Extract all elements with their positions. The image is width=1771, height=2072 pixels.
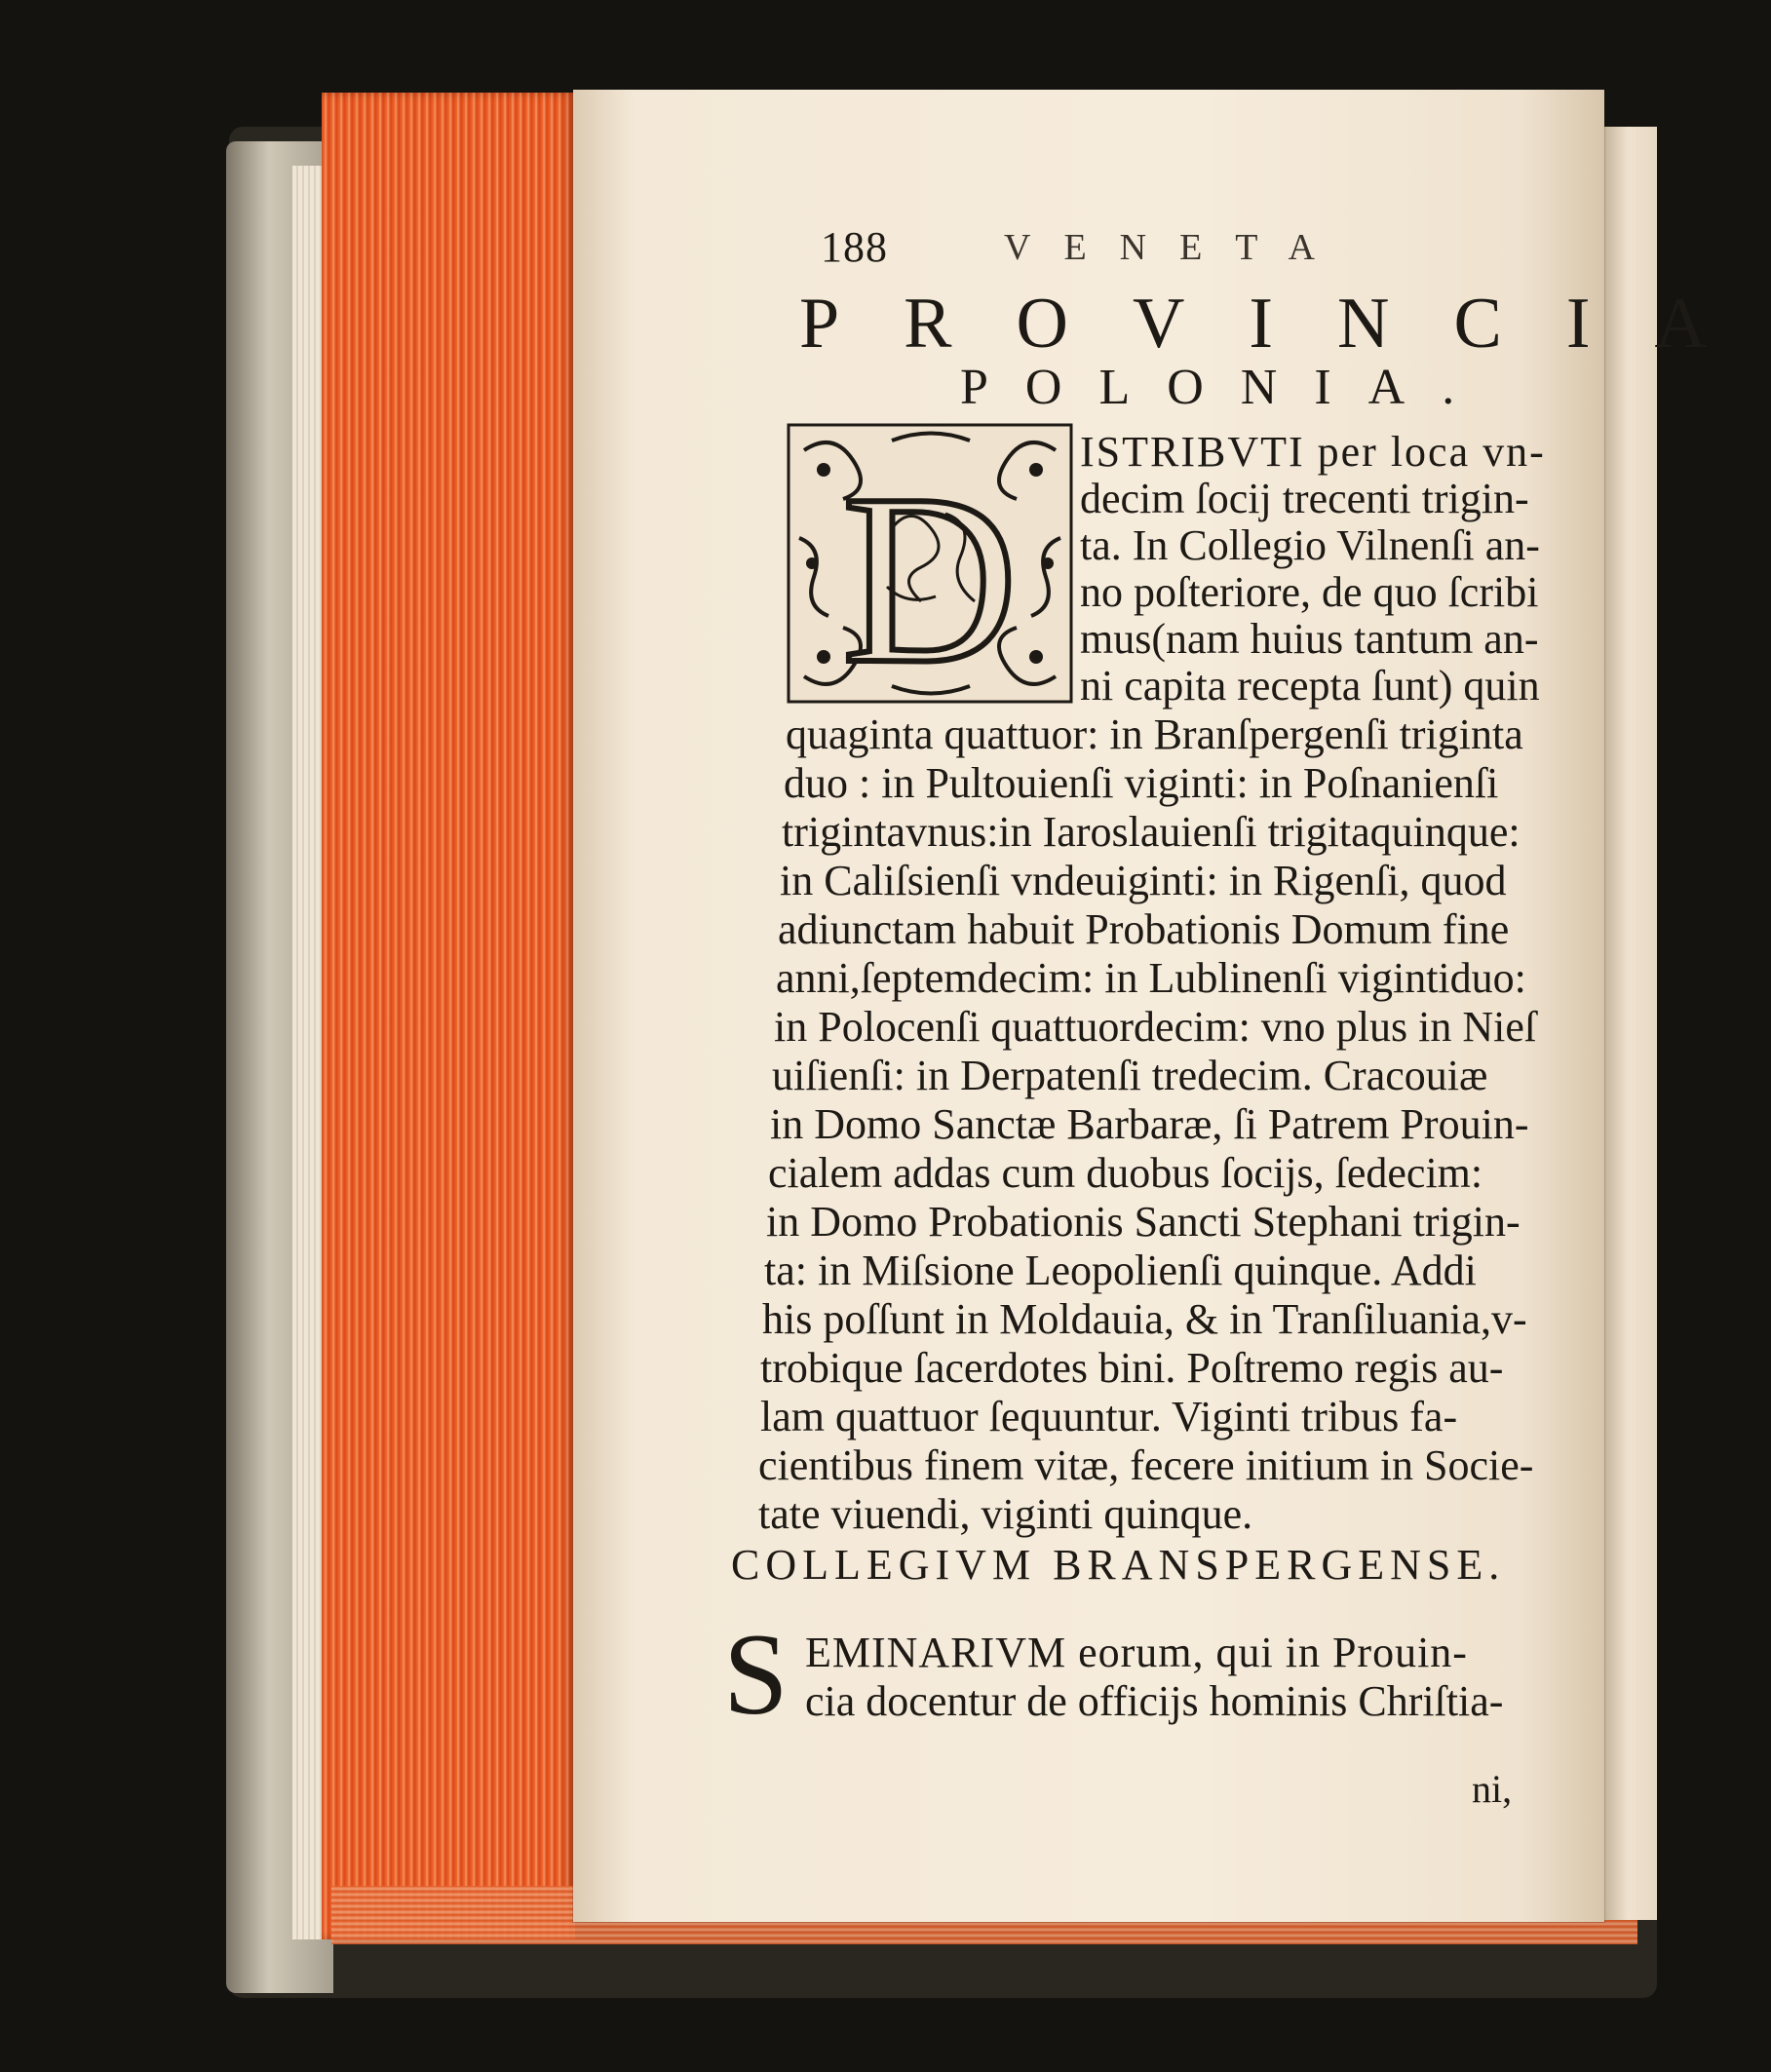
body-line-4: no poſteriore, de quo ſcribi: [1080, 568, 1539, 616]
dropcap-letter: D: [841, 444, 1019, 714]
title-polonia: POLONIA.: [960, 360, 1492, 415]
body-line-1: ISTRIBVTI per loca vn-: [1080, 428, 1546, 476]
ornamental-dropcap-d: [785, 421, 1075, 714]
book-page: [573, 90, 1771, 1922]
body-line-21: lam quattuor ſequuntur. Viginti tribus fa-: [760, 1393, 1458, 1440]
body-line-11: adiunctam habuit Probationis Domum fine: [778, 905, 1510, 953]
facing-page: [1598, 127, 1657, 1920]
body-line-20: trobique ſacerdotes bini. Poſtremo regis au-: [760, 1344, 1504, 1392]
body-line-6: ni capita recepta ſunt) quin: [1080, 662, 1540, 710]
body-line-12: anni,ſeptemdecim: in Lublinenſi vigintiduo:: [776, 954, 1526, 1002]
body-line-5: mus(nam huius tantum an-: [1080, 615, 1539, 663]
body-line-15: in Domo Sanctæ Barbaræ, ſi Patrem Prouin-: [770, 1100, 1529, 1148]
page-number: 188: [821, 223, 888, 271]
running-head: VENETA: [1004, 227, 1348, 268]
body-line-14: uiſienſi: in Derpatenſi tredecim. Cracouiæ: [772, 1052, 1488, 1099]
section-initial: S: [723, 1609, 789, 1739]
body-line-13: in Polocenſi quattuordecim: vno plus in Nieſ: [774, 1003, 1537, 1051]
section-line-2: cia docentur de officijs hominis Chriſtia-: [805, 1677, 1504, 1725]
body-line-3: ta. In Collegio Vilnenſi an-: [1080, 521, 1540, 569]
body-line-19: his poſſunt in Moldauia, & in Tranſiluania,v-: [762, 1295, 1527, 1343]
body-line-9: trigintavnus:in Iaroslauienſi trigitaquinque:: [782, 808, 1521, 856]
body-line-7: quaginta quattuor: in Branſpergenſi triginta: [786, 710, 1523, 758]
body-line-8: duo : in Pultouienſi viginti: in Poſnanienſi: [784, 759, 1499, 807]
body-line-2: decim ſocij trecenti trigin-: [1080, 475, 1529, 522]
section-heading: COLLEGIVM BRANSPERGENSE.: [731, 1541, 1506, 1589]
catchword: ni,: [1472, 1767, 1513, 1811]
page-text: [573, 90, 1771, 1922]
title-provincia: PROVINCIA: [799, 284, 1771, 364]
body-line-10: in Caliſsienſi vndeuiginti: in Rigenſi, quod: [780, 857, 1507, 904]
body-line-17: in Domo Probationis Sancti Stephani trigin-: [766, 1198, 1521, 1246]
red-page-edges: [322, 93, 575, 1939]
section-line-1: EMINARIVM eorum, qui in Prouin-: [805, 1629, 1468, 1676]
body-line-22: cientibus finem vitæ, fecere initium in Socie-: [758, 1441, 1534, 1489]
body-line-16: cialem addas cum duobus ſocijs, ſedecim:: [768, 1149, 1483, 1197]
body-line-18: ta: in Miſsione Leopolienſi quinque. Addi: [764, 1247, 1477, 1294]
body-line-23: tate viuendi, viginti quinque.: [758, 1490, 1253, 1538]
